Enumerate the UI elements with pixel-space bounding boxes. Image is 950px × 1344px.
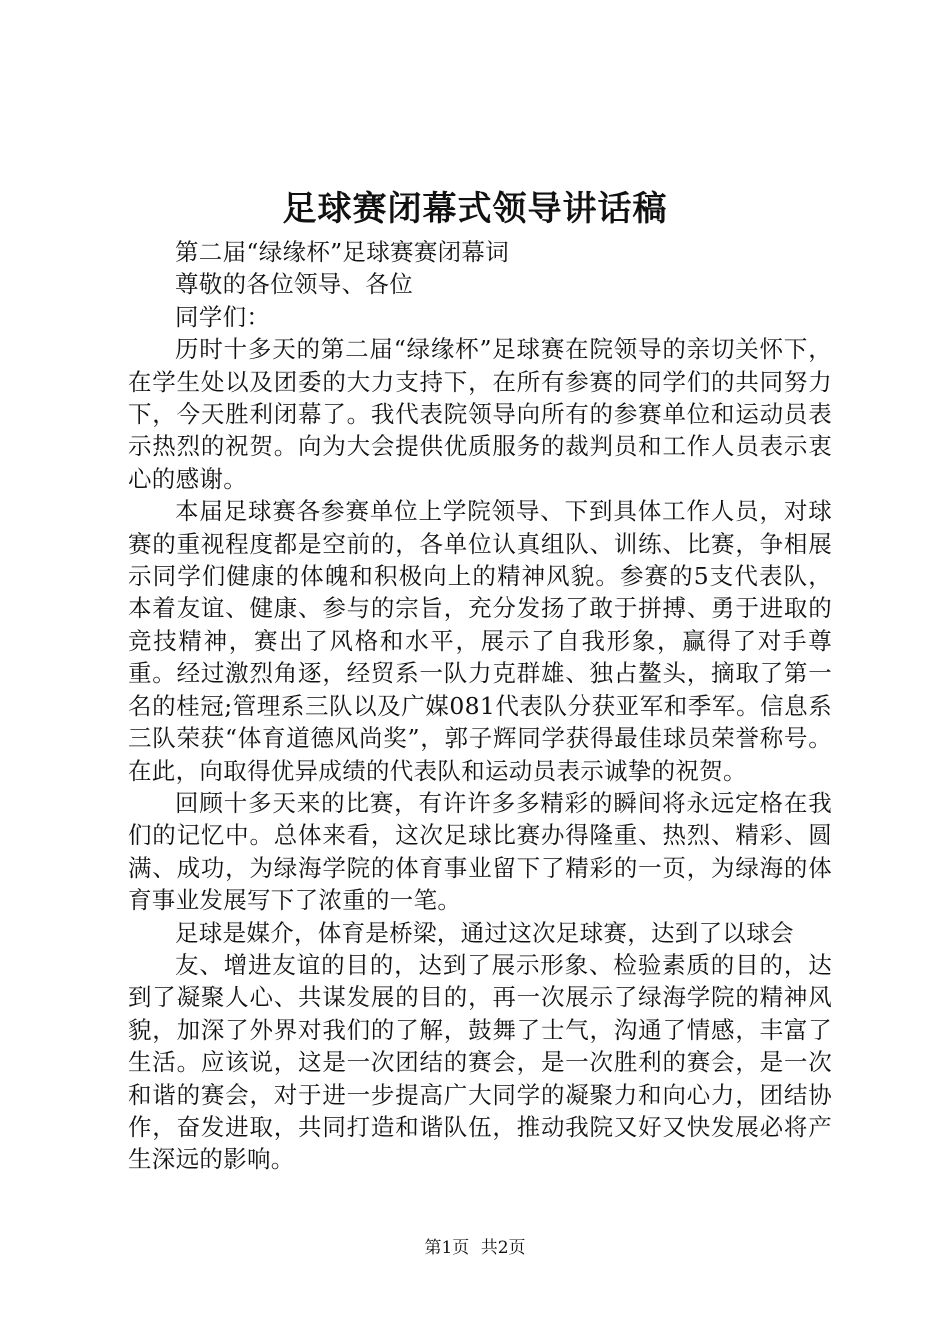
page-footer [0,1236,950,1260]
paragraph-salutation-2: 同学们： [175,302,271,331]
document-title: 足球赛闭幕式领导讲话稿 [282,189,668,229]
document-body [128,236,832,1176]
paragraph-review: 回顾十多天来的比赛，有许许多多精彩的瞬间将永远定格在我们的记忆中。总体来看，这次足球比赛办得隆重、热烈、精彩、圆满、成功，为绿海学院的体育事业留下了精彩的一页，为绿海的体育事业发展写下了浓重的一笔。 [128,788,832,915]
paragraph-significance-1: 足球是媒介，体育是桥梁，通过这次足球赛，达到了以球会 [175,918,794,947]
paragraph-results: 本届足球赛各参赛单位上学院领导、下到具体工作人员，对球赛的重视程度都是空前的，各单位认真组队、训练、比赛，争相展示同学们健康的体魄和积极向上的精神风貌。参赛的5支代表队，本着友谊、健康、参与的宗旨，充分发扬了敢于拼搏、勇于进取的竞技精神，赛出了风格和水平，展示了自我形象，赢得了对手尊重。经过激烈角逐，经贸系一队力克群雄、独占鳌头，摘取了第一名的桂冠;管理系三队以及广媒081代表队分获亚军和季军。信息系三队荣获“体育道德风尚奖”，郭子辉同学获得最佳球员荣誉称号。在此，向取得优异成绩的代表队和运动员表示诚挚的祝贺。 [128,497,832,785]
page-number: 第1页 [424,1238,470,1258]
paragraph-event-name: 第二届“绿缘杯”足球赛赛闭幕词 [175,238,510,266]
paragraph-opening: 历时十多天的第二届“绿缘杯”足球赛在院领导的亲切关怀下，在学生处以及团委的大力支持下，在所有参赛的同学们的共同努力下，今天胜利闭幕了。我代表院领导向所有的参赛单位和运动员表示热烈的祝贺。向为大会提供优质服务的裁判员和工作人员表示衷心的感谢。 [128,335,832,493]
paragraph-significance-2: 友、增进友谊的目的，达到了展示形象、检验素质的目的，达到了凝聚人心、共谋发展的目的，再一次展示了绿海学院的精神风貌，加深了外界对我们的了解，鼓舞了士气，沟通了情感，丰富了生活。应该说，这是一次团结的赛会，是一次胜利的赛会，是一次和谐的赛会，对于进一步提高广大同学的凝聚力和向心力，团结协作，奋发进取，共同打造和谐队伍，推动我院又好又快发展必将产生深远的影响。 [128,950,832,1174]
paragraph-salutation-1: 尊敬的各位领导、各位 [175,270,413,299]
page-total: 共2页 [480,1238,526,1258]
